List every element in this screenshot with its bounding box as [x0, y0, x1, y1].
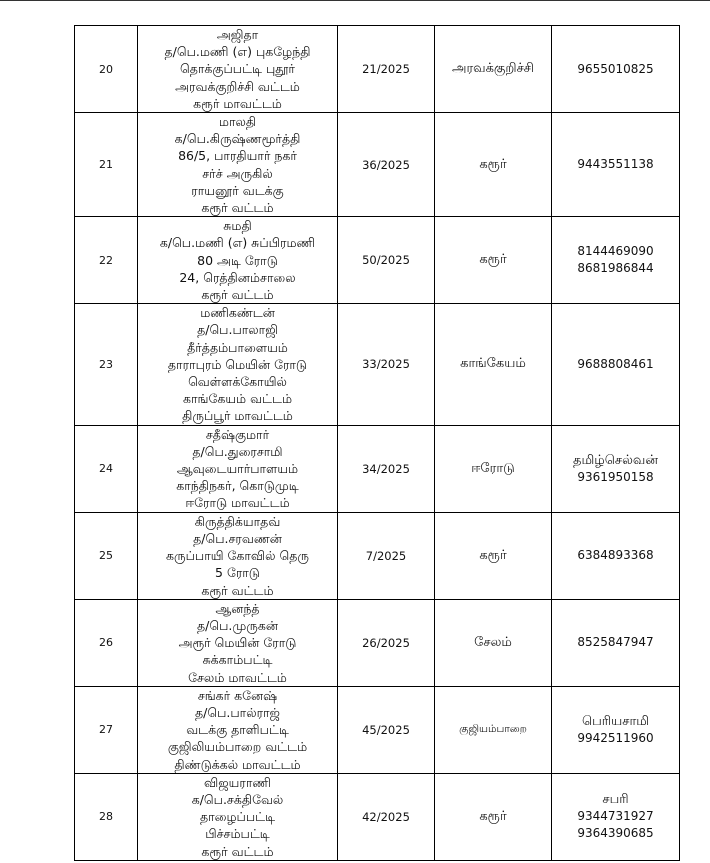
address-line: அரவக்குறிச்சி வட்டம்: [175, 78, 300, 94]
name-address-cell: [138, 26, 338, 113]
address-line: தீர்த்தம்பாளையம்: [187, 339, 288, 355]
address-line: த/பெ.மணி (எ) புகழேந்தி: [164, 44, 311, 60]
contact-line: 8681986844: [577, 261, 654, 276]
reference-number-cell: 33/2025: [338, 304, 435, 425]
address-line: ஆவுடையார்பாளயம்: [176, 461, 299, 477]
address-line: குஜிலியம்பாறை வட்டம்: [167, 739, 308, 755]
address-line: ஆனந்த்: [215, 600, 260, 616]
address-line: மணிகண்டன்: [200, 305, 275, 321]
contact-name: பெரியசாமி: [581, 713, 650, 729]
address-line: கிருத்திக்யாதவ்: [194, 513, 281, 529]
serial-number-cell: 20: [75, 26, 138, 113]
name-address-cell: [138, 113, 338, 217]
address-line: திருப்பூர் மாவட்டம்: [182, 408, 293, 424]
address-line: கரூர் மாவட்டம்: [193, 95, 282, 111]
address-line: மாலதி: [218, 114, 257, 130]
contact-cell: [552, 686, 680, 773]
address-line: திண்டுக்கல் மாவட்டம்: [174, 756, 301, 772]
address-line: வடக்கு தாளிபட்டி: [186, 722, 289, 738]
address-line: சதீஷ்குமார்: [205, 426, 270, 442]
reference-number-cell: 7/2025: [338, 512, 435, 599]
name-address-cell: [138, 686, 338, 773]
place-cell: கரூர்: [435, 217, 552, 304]
address-line: விஜயராணி: [204, 774, 271, 790]
place-cell: கரூர்: [435, 113, 552, 217]
address-line: கரூர் வட்டம்: [201, 843, 274, 859]
address-line: ராயனூர் வடக்கு: [191, 182, 284, 198]
contact-line: 9942511960: [577, 730, 654, 745]
address-line: சர்ச் அருகில்: [202, 165, 273, 181]
serial-number-cell: 21: [75, 113, 138, 217]
place-cell: கரூர்: [435, 512, 552, 599]
address-line: த/பெ.பாலாஜி: [197, 322, 278, 338]
place-cell: கரூர்: [435, 773, 552, 860]
address-line: கரூர் வட்டம்: [201, 582, 274, 598]
contact-line: 8144469090: [577, 244, 654, 259]
table-row: [75, 113, 680, 217]
table-row: [75, 773, 680, 860]
contact-cell: [552, 113, 680, 217]
address-line: 86/5, பாரதியார் நகர்: [178, 148, 297, 164]
contact-cell: [552, 425, 680, 512]
address-line: கரூர் வட்டம்: [201, 287, 274, 303]
serial-number-cell: 24: [75, 425, 138, 512]
records-table: [74, 25, 680, 861]
table-row: [75, 599, 680, 686]
reference-number-cell: 36/2025: [338, 113, 435, 217]
address-line: த/பெ.பால்ராஜ்: [195, 704, 280, 720]
address-line: க/பெ.கிருஷ்ணமூர்த்தி: [174, 131, 301, 147]
serial-number-cell: 23: [75, 304, 138, 425]
contact-line: 9364390685: [577, 826, 654, 841]
contact-cell: [552, 217, 680, 304]
place-cell: சேலம்: [435, 599, 552, 686]
address-line: கருப்பாயி கோவில் தெரு: [166, 548, 309, 564]
serial-number-cell: 22: [75, 217, 138, 304]
contact-name: சபரி: [602, 792, 629, 808]
address-line: காந்திநகர், கொடுமுடி: [176, 478, 299, 494]
serial-number-cell: 25: [75, 512, 138, 599]
address-line: கரூர் வட்டம்: [201, 200, 274, 216]
address-line: பிச்சம்பட்டி: [205, 826, 270, 842]
address-line: வெள்ளக்கோயில்: [188, 374, 287, 390]
address-line: 24, ரெத்தினம்சாலை: [179, 269, 296, 285]
contact-line: 9655010825: [577, 61, 654, 76]
reference-number-cell: 50/2025: [338, 217, 435, 304]
address-line: சேலம் மாவட்டம்: [188, 669, 287, 685]
contact-cell: [552, 304, 680, 425]
contact-line: 6384893368: [577, 548, 654, 563]
contact-line: 9688808461: [577, 356, 654, 371]
table-row: [75, 425, 680, 512]
reference-number-cell: 42/2025: [338, 773, 435, 860]
address-line: தாராபுரம் மெயின் ரோடு: [167, 356, 308, 372]
reference-number-cell: 21/2025: [338, 26, 435, 113]
reference-number-cell: 26/2025: [338, 599, 435, 686]
address-line: க/பெ.சக்திவேல்: [191, 791, 284, 807]
address-line: சங்கர் கனேஷ்: [197, 687, 278, 703]
address-line: அரூர் மெயின் ரோடு: [178, 635, 297, 651]
place-cell: அரவக்குறிச்சி: [435, 26, 552, 113]
contact-line: 9443551138: [577, 157, 654, 172]
address-line: ஈரோடு மாவட்டம்: [185, 495, 290, 511]
reference-number-cell: 45/2025: [338, 686, 435, 773]
address-line: க/பெ.மணி (எ) சுப்பிரமணி: [159, 235, 316, 251]
page-top-rule: [0, 0, 710, 1]
contact-name: தமிழ்செல்வன்: [573, 452, 658, 468]
place-cell: ஈரோடு: [435, 425, 552, 512]
contact-line: 9344731927: [577, 809, 654, 824]
address-line: சுமதி: [223, 218, 252, 234]
address-line: காங்கேயம் வட்டம்: [182, 391, 292, 407]
name-address-cell: [138, 512, 338, 599]
address-line: தொக்குப்பட்டி புதூர்: [180, 61, 295, 77]
place-cell: காங்கேயம்: [435, 304, 552, 425]
address-line: அஜிதா: [216, 27, 259, 42]
address-line: 5 ரோடு: [215, 565, 260, 581]
address-line: சுக்காம்பட்டி: [202, 652, 273, 668]
table-row: [75, 26, 680, 113]
contact-line: 8525847947: [577, 635, 654, 650]
address-line: 80 அடி ரோடு: [197, 252, 278, 268]
reference-number-cell: 34/2025: [338, 425, 435, 512]
table-row: [75, 217, 680, 304]
contact-cell: [552, 773, 680, 860]
contact-cell: [552, 599, 680, 686]
contact-cell: [552, 512, 680, 599]
contact-cell: [552, 26, 680, 113]
address-line: தாழைப்பட்டி: [199, 809, 276, 825]
name-address-cell: [138, 217, 338, 304]
serial-number-cell: 27: [75, 686, 138, 773]
address-line: த/பெ.துரைசாமி: [192, 443, 283, 459]
address-line: த/பெ.முருகன்: [197, 617, 278, 633]
name-address-cell: [138, 304, 338, 425]
place-cell: குஜியம்பாறை: [435, 686, 552, 773]
serial-number-cell: 28: [75, 773, 138, 860]
contact-line: 9361950158: [577, 469, 654, 484]
table-row: [75, 304, 680, 425]
table-row: [75, 512, 680, 599]
name-address-cell: [138, 599, 338, 686]
table-row: [75, 686, 680, 773]
serial-number-cell: 26: [75, 599, 138, 686]
name-address-cell: [138, 773, 338, 860]
name-address-cell: [138, 425, 338, 512]
address-line: த/பெ.சரவணன்: [193, 530, 282, 546]
